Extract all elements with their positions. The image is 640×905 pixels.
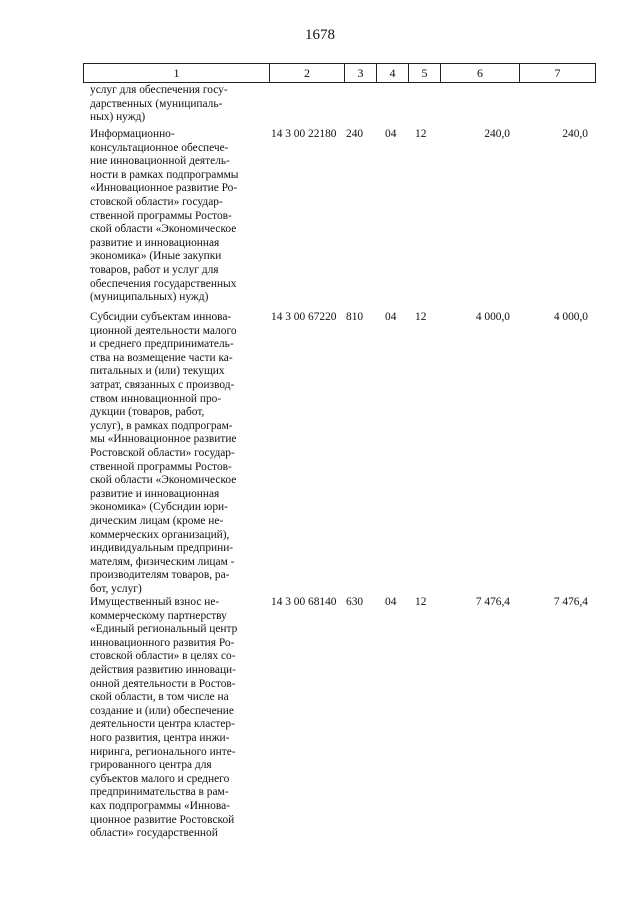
expense-type-code: 240	[346, 128, 364, 140]
subsection-code: 12	[415, 311, 427, 323]
column-header-6: 6	[441, 64, 520, 82]
column-header-1: 1	[84, 64, 270, 82]
amount-year-2: 4 000,0	[553, 311, 588, 323]
expense-type-code: 630	[346, 596, 364, 608]
column-header-2: 2	[270, 64, 345, 82]
column-header-7: 7	[554, 66, 561, 80]
row-description: Информационно- консультационное обеспече- ние инновационной деятель- ности в рамках подпрограммы «Инновационное развитие Ро- стовской области» государ- ственной программы Ростов- ской области «Экономическое развитие и инновационная экономика» (Иные закупки товаров, работ и услуг для обеспечения государственных (муниципальных) нужд)	[90, 128, 239, 304]
column-header-3: 3	[345, 64, 377, 82]
amount-year-1: 240,0	[484, 128, 510, 140]
target-article-code: 14 3 00 22180	[271, 128, 337, 140]
subsection-code: 12	[415, 596, 427, 608]
target-article-code: 14 3 00 68140	[271, 596, 337, 608]
amount-year-2: 240,0	[562, 128, 588, 140]
amount-year-1: 7 476,4	[475, 596, 510, 608]
expense-type-code: 810	[346, 311, 364, 323]
row-description: Субсидии субъектам иннова- ционной деятельности малого и среднего предприниматель- ства на возмещение части ка- питальных и (или) текущих затрат, связанных с производ- ством инновационной про- дукции (товаров, работ, услуг), в рамках подпрограм- мы «Инновационное развитие Ростовской области» государ- ственной программы Ростов- ской области «Экономическое развитие и инновационная экономика» (Субсидии юри- дическим лицам (кроме не- коммерческих организаций), индивидуальным предприни- мателям, физическим лицам - производителям товаров, ра- бот, услуг)	[90, 311, 237, 595]
page-number: 1678	[305, 27, 335, 43]
row-description: услуг для обеспечения госу- дарственных (муниципаль- ных) нужд)	[90, 84, 228, 124]
column-header-5: 5	[409, 64, 441, 82]
column-header-4: 4	[377, 64, 409, 82]
target-article-code: 14 3 00 67220	[271, 311, 337, 323]
section-code: 04	[385, 311, 397, 323]
amount-year-1: 4 000,0	[475, 311, 510, 323]
subsection-code: 12	[415, 128, 427, 140]
section-code: 04	[385, 596, 397, 608]
table-header	[83, 63, 596, 83]
section-code: 04	[385, 128, 397, 140]
row-description: Имущественный взнос не- коммерческому партнерству «Единый региональный центр инновационного развития Ро- стовской области» в целях со- действия развитию инноваци- онной деятельности в Ростов- ской области, в том числе на создание и (или) обеспечение деятельности центра кластер- ного развития, центра инжи- ниринга, регионального инте- грированного центра для субъектов малого и среднего предпринимательства в рам- ках подпрограммы «Иннова- ционное развитие Ростовской области» государственной	[90, 596, 238, 840]
amount-year-2: 7 476,4	[553, 596, 588, 608]
